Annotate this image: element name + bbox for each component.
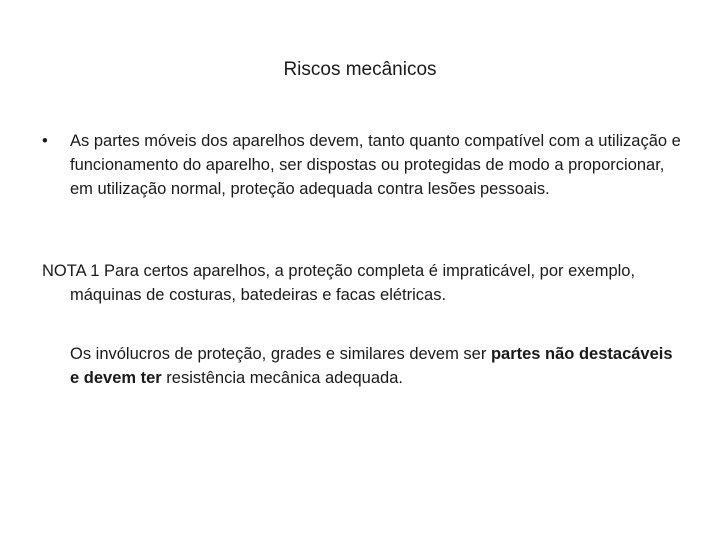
bullet-item bbox=[42, 129, 682, 201]
slide-title: Riscos mecânicos bbox=[283, 59, 437, 80]
bullet-marker: • bbox=[42, 132, 48, 150]
bullet-text: As partes móveis dos aparelhos devem, tanto quanto compatível com a utilização e funcionamento do aparelho, ser dispostas ou protegidas de modo a proporcionar, em utilização normal, proteção adequada contra lesões pessoais. bbox=[70, 132, 681, 198]
enclosures-paragraph bbox=[70, 342, 682, 390]
enclosures-bold-text: partes não destacáveis e devem ter bbox=[70, 345, 673, 387]
enclosures-text-end: resistência mecânica adequada. bbox=[161, 369, 403, 387]
nota-paragraph: NOTA 1 Para certos aparelhos, a proteção completa é impraticável, por exemplo, máquinas de costuras, batedeiras e facas elétricas. bbox=[42, 262, 636, 304]
enclosures-text-start: Os invólucros de proteção, grades e similares devem ser bbox=[70, 345, 491, 363]
